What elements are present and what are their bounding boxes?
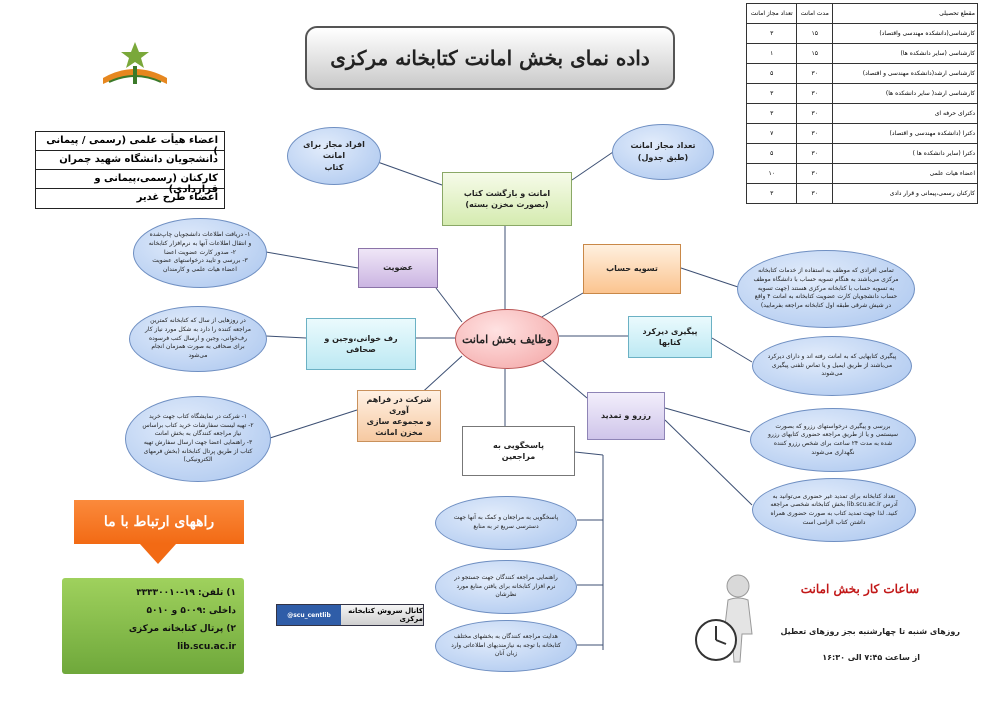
binding-node: رف خوانی،وجین و صحافی [306,318,416,370]
settle-desc-ellipse: تمامی افرادی که موظف به استفاده از خدمات کتابخانه مرکزی می‌باشند به هنگام تسویه حساب با دانشگاه موظف به تسویه حساب با کتابخانه مرکزی هستند (جهت تسویه حساب دانشجویان کارت عضویت کتابخانه به امانت ۴ واقع در شیش شرقی طبقه اول کتابخانه مراجعه بفرمایید) [737,250,915,328]
channel-label: کانال سروش کتابخانه مرکزی [348,607,423,623]
table-cell: کارکنان رسمی،پیمانی و قرار دادی [833,184,978,204]
table-cell: کارشناسی ارشد(دانشکده مهندسی و اقتصاد) [833,64,978,84]
clock-figure-icon [690,570,770,666]
table-cell: کارشناسی(دانشکده مهندسی واقتصاد) [833,24,978,44]
followup-desc-ellipse: پیگیری کتابهایی که به امانت رفته اند و دارای دیرکرد می‌باشند از طریق ایمیل و یا تماس تلفنی پیگیری می‌شوند [752,336,912,396]
allowed-loan-ellipse: افراد مجاز برای امانت کتاب [287,127,381,185]
table-row [747,164,978,184]
hours-title: ساعات کار بخش امانت [800,582,920,596]
table-cell: ۱۵ [797,44,833,64]
reserve-renew-node: رزرو و تمدید [587,392,665,440]
table-row [747,184,978,204]
university-logo [95,38,175,96]
table-cell: ۱۵ [797,24,833,44]
center-node: وظایف بخش امانت [455,309,559,369]
table-row [747,104,978,124]
settle-account-node: تسویه حساب [583,244,681,294]
contact-portal: ۲) پرتال کتابخانه مرکزی lib.scu.ac.ir [128,624,236,652]
table-cell: ۳ [747,104,797,124]
table-cell: ۳۰ [797,184,833,204]
page-title: داده نمای بخش امانت کتابخانه مرکزی [305,26,675,90]
table-cell: ۷ [747,124,797,144]
table-row [747,144,978,164]
table-row [747,24,978,44]
table-cell: ۳۰ [797,144,833,164]
contact-heading: راههای ارتباط با ما [74,500,244,544]
acquisition-node: شرکت در فراهم آوری و مجموعه سازی مخزن امانت [357,390,441,442]
table-cell: ۱۰ [747,164,797,184]
member-item: دانشجویان دانشگاه شهید چمران [36,151,224,170]
contact-phone: ۱) تلفن: ۱۹-۳۳۳۳۰۰۱۰ [136,588,236,598]
table-header: مدت امانت [797,4,833,24]
table-cell: ۳۰ [797,164,833,184]
binding-desc-ellipse: در روزهایی از سال که کتابخانه کمترین مراجعه کننده را دارد به شکل مورد نیاز کار رف‌خوانی، وجین و ارسال کتب فرسوده برای صحافی به صورت همزمان انجام می‌شود [129,306,267,372]
table-row [747,44,978,64]
lend-return-node: امانت و بازگشت کتاب (بصورت مخزن بسته) [442,172,572,226]
contact-extension: داخلی :۵۰۰۹ و ۵۰۱۰ [146,606,236,616]
table-cell: کارشناسی ارشد( سایر دانشکده ها) [833,84,978,104]
table-cell: ۳۰ [797,84,833,104]
followup-node: پیگیری دیرکرد کتابها [628,316,712,358]
table-cell: ۳۰ [797,64,833,84]
table-cell: کارشناسی (سایر دانشکده ها) [833,44,978,64]
member-item: کارکنان (رسمی،پیمانی و قراردادی) [36,170,224,189]
answer-desc-ellipse-1: پاسخگویی به مراجعان و کمک به آنها جهت دسترسی سریع تر به منابع [435,496,577,550]
table-cell: دکترا (سایر دانشکده ها ) [833,144,978,164]
contact-box [62,578,244,674]
table-cell: ۳ [747,24,797,44]
member-item: اعضاء هیأت علمی (رسمی / پیمانی ) [36,132,224,151]
table-cell: اعضاء هیات علمی [833,164,978,184]
table-row [747,84,978,104]
hours-days: روزهای شنبه تا چهارشنبه بجز روزهای تعطیل [780,627,960,636]
table-cell: ۳ [747,184,797,204]
membership-desc-ellipse: ۱- دریافت اطلاعات دانشجویان چاپ‌شده و انتقال اطلاعات آنها به نرم‌افزار کتابخانه ۲- صدور کارت عضویت اعضا ۳- بررسی و تایید درخواستهای عضویت اعضاء هیات علمی و کارمندان [133,218,267,288]
loan-count-ellipse: تعداد مجاز امانت (طبق جدول) [612,124,714,180]
table-header: مقطع تحصیلی [833,4,978,24]
answer-clients-node: پاسخگویی به مراجعین [462,426,575,476]
down-arrow-icon [140,544,176,564]
member-item: اعضاء طرح غدیر [136,192,218,203]
table-cell: ۳۰ [797,104,833,124]
table-header: تعداد مجاز امانت [747,4,797,24]
answer-desc-ellipse-3: هدایت مراجعه کنندگان به بخشهای مختلف کتابخانه با توجه به نیازمندیهای اطلاعاتی وارد زبان آنان [435,620,577,672]
channel-handle: @scu_centlib [277,605,341,625]
acquisition-desc-ellipse: ۱- شرکت در نمایشگاه کتاب جهت خرید ۲- تهیه لیست سفارشات خرید کتاب براساس نیاز مراجعه کنندگان به بخش امانت ۳- راهنمایی اعضا جهت ارسال سفارش تهیه کتاب از طریق پرتال کتابخانه (بخش فرمهای الکترونیکی) [125,396,271,482]
members-list [35,131,225,209]
table-cell: ۵ [747,64,797,84]
table-header-row [747,4,978,24]
hours-time: از ساعت ۷:۴۵ الی ۱۶:۳۰ [822,653,920,662]
channel-banner[interactable] [276,604,424,626]
membership-node: عضویت [358,248,438,288]
renew-desc-ellipse: تعداد کتابخانه برای تمدید غیر حضوری می‌توانید به آدرس lib.scu.ac.ir بخش کتابخانه شخصی مراجعه کنید. لذا جهت تمدید کتاب به صورت حضوری همراه داشتن کتاب الزامی است [752,478,916,542]
table-cell: دکترای حرفه ای [833,104,978,124]
table-cell: ۱ [747,44,797,64]
table-cell: ۳۰ [797,124,833,144]
answer-desc-ellipse-2: راهنمایی مراجعه کنندگان جهت جستجو در نرم افزار کتابخانه برای یافتن منابع مورد نظرشان [435,560,577,614]
table-cell: دکترا (دانشکده مهندسی و اقتصاد) [833,124,978,144]
loan-limits-table [746,3,978,204]
table-cell: ۳ [747,84,797,104]
table-row [747,124,978,144]
reserve-desc-ellipse: بررسی و پیگیری درخواستهای رزرو که بصورت سیستمی و یا از طریق مراجعه حضوری کتابهای رزرو شده به مدت ۲۴ ساعت برای شخص رزرو کننده نگهداری می‌شوند [750,408,916,472]
table-row [747,64,978,84]
table-cell: ۵ [747,144,797,164]
